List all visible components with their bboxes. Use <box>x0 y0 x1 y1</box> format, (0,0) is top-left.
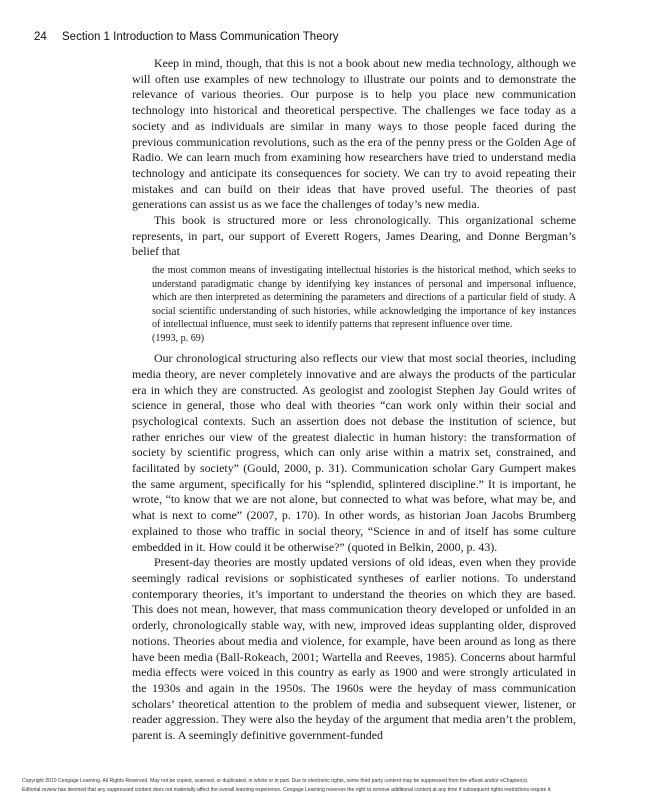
paragraph-3: Our chronological structuring also reflects our view that most social theories, including media theory, are never completely innovative and are always the products of the particular era in which they are constructed. As geologist and zoologist Stephen Jay Gould writes of science in general, those who deal with theories “can work only within their social and psychological contexts. Such an assertion does not debase the institution of science, but rather enriches our view of the greatest dialectic in human history: the transformation of society by scientific progress, which can only arise within a matrix set, constrained, and facilitated by society” (Gould, 2000, p. 31). Communication scholar Gary Gumpert makes the same argument, specifically for his “splendid, splintered discipline.” It is important, he wrote, “to know that we are not alone, but connected to what was before, what may be, and what is next to come” (2007, p. 170). In other words, as historian Joan Jacobs Brumberg explained to those who traffic in social theory, “Science in and of itself has some culture embedded in it. How could it be otherwise?” (quoted in Belkin, 2000, p. 43). <box>132 351 576 554</box>
running-header <box>34 31 594 43</box>
copyright-line-2: Editorial review has deemed that any suppressed content does not materially affect the overall learning experience. Cengage Learning reserves the right to remove additional content at any time if subsequent rights restrictions require it. <box>22 787 552 793</box>
page-number: 24 <box>34 31 47 43</box>
block-quote <box>152 264 576 345</box>
copyright-line-1: Copyright 2010 Cengage Learning. All Rights Reserved. May not be copied, scanned, or duplicated, in whole or in part. Due to electronic rights, some third party content may be suppressed from the eBook and/or eChapter(s). <box>22 778 529 784</box>
paragraph-2: This book is structured more or less chronologically. This organizational scheme represents, in part, our support of Everett Rogers, James Dearing, and Donne Bergman’s belief that <box>132 213 576 259</box>
block-quote-citation: (1993, p. 69) <box>152 332 205 344</box>
paragraph-1: Keep in mind, though, that this is not a book about new media technology, although we will often use examples of new technology to illustrate our points and to demonstrate the relevance of various theories. Our purpose is to help you place new communication technology into historical and theoretical perspective. The challenges we face today as a society and as individuals are similar in many ways to those people faced during the previous communication revolutions, such as the era of the penny press or the Golden Age of Radio. We can learn much from examining how researchers have tried to understand media technology and anticipate its consequences for society. We can try to avoid repeating their mistakes and can build on their ideas that have proved useful. The theories of past generations can assist us as we face the challenges of today’s new media. <box>132 56 576 212</box>
running-title: Section 1 Introduction to Mass Communication Theory <box>62 31 339 43</box>
paragraph-4: Present-day theories are mostly updated versions of old ideas, even when they provide seemingly radical revisions or sophisticated syntheses of earlier notions. To understand contemporary theories, it’s important to understand the theories on which they are based. This does not mean, however, that mass communication theory developed or unfolded in an orderly, chronologically stable way, with new, improved ideas supplanting older, disproved notions. Theories about media and violence, for example, have been around as long as there have been media (Ball-Rokeach, 2001; Wartella and Reeves, 1985). Concerns about harmful media effects were voiced in this country as early as 1900 and were strongly articulated in the 1930s and again in the 1950s. The 1960s were the heyday of mass communication scholars’ theoretical attention to the problem of media and subsequent viewer, listener, or reader aggression. They were also the heyday of the argument that media aren’t the problem, parent is. A seemingly definitive government-funded <box>132 555 576 743</box>
copyright-footer <box>22 777 632 795</box>
block-quote-text: the most common means of investigating intellectual histories is the historical method, which seeks to understand paradigmatic change by identifying key instances of personal and impersonal influence, which are then interpreted as determining the parameters and directions of a particular field of study. A social scientific understanding of such histories, while acknowledging the importance of key instances of intellectual influence, must seek to identify patterns that represent influence over time. <box>152 265 576 331</box>
body-text <box>132 56 576 744</box>
